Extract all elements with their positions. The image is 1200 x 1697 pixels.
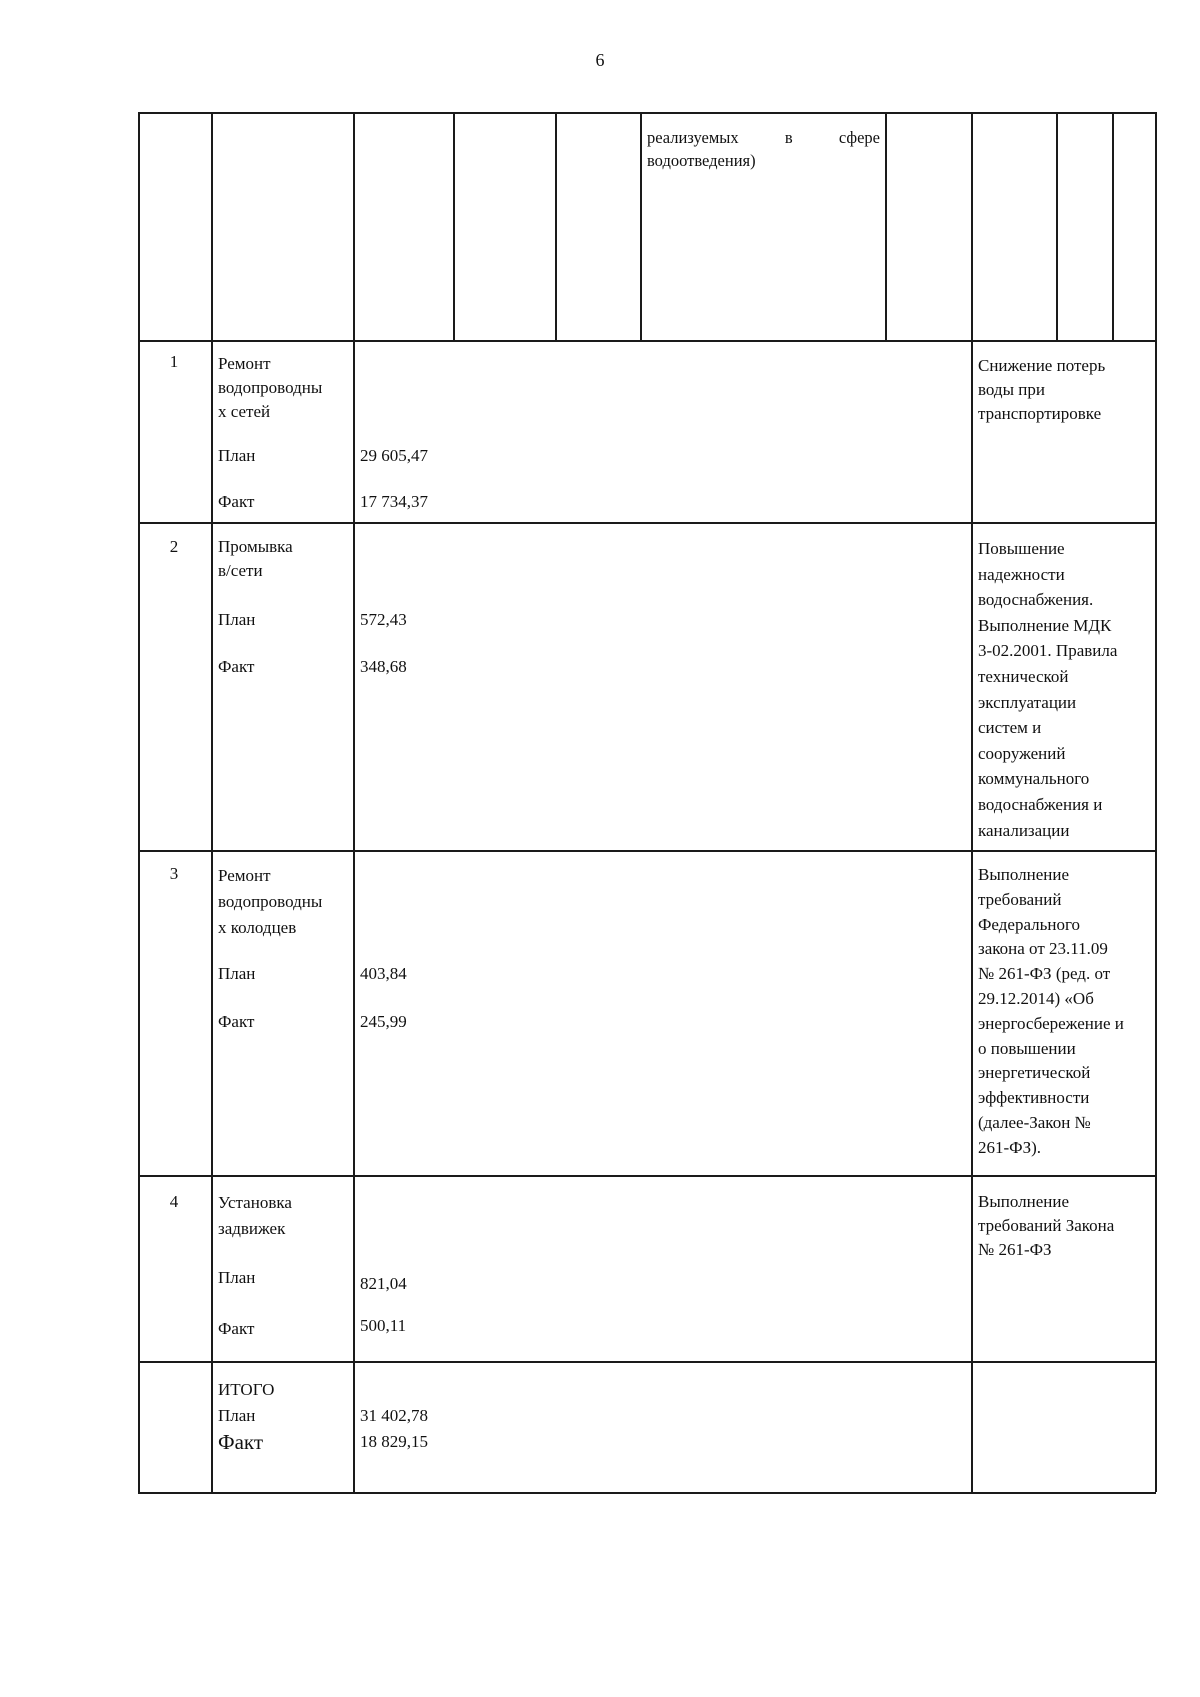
fact-value: 17 734,37 <box>360 492 428 511</box>
row-name-line: водопроводны <box>218 378 323 397</box>
row-result <box>978 354 1105 426</box>
row-result-line: Выполнение <box>978 1192 1070 1211</box>
row-result-line: канализации <box>978 820 1070 840</box>
row-result-line: о повышении <box>978 1038 1076 1058</box>
row-name <box>218 863 322 941</box>
fact-label: Факт <box>218 1319 255 1338</box>
row-result-line: Федерального <box>978 914 1081 934</box>
row-result-line: коммунального <box>978 769 1090 789</box>
fact-label: Факт <box>218 1012 255 1031</box>
row-result <box>978 1190 1114 1262</box>
row-number: 3 <box>169 864 179 883</box>
plan-value: 403,84 <box>360 964 407 983</box>
row-name-line: Установка <box>218 1193 292 1212</box>
header-word: реализуемых <box>647 128 739 147</box>
row-name-line: Ремонт <box>218 866 271 885</box>
row-result-line: эффективности <box>978 1088 1090 1108</box>
header-word: в <box>784 128 793 147</box>
row-result-line: систем и <box>978 718 1042 738</box>
row-name-line: в/сети <box>218 561 263 580</box>
row-name-line: х колодцев <box>218 918 297 937</box>
row-result-line: (далее-Закон № <box>978 1112 1091 1132</box>
row-result-line: Выполнение МДК <box>978 615 1112 635</box>
row-result-line: водоснабжения. <box>978 590 1094 610</box>
row-result-line: водоснабжения и <box>978 794 1103 814</box>
row-result-line: закона от 23.11.09 <box>978 939 1108 959</box>
fact-value: 245,99 <box>360 1012 407 1031</box>
row-result-line: воды при <box>978 380 1045 399</box>
plan-value: 29 605,47 <box>360 446 428 465</box>
row-name-line: Ремонт <box>218 354 271 373</box>
row-name <box>218 352 322 424</box>
row-name <box>218 1190 292 1242</box>
row-result-line: энергетической <box>978 1063 1091 1083</box>
row-number: 4 <box>169 1192 179 1211</box>
row-result-line: технической <box>978 666 1069 686</box>
row-name-line: водопроводны <box>218 892 323 911</box>
fact-value: 500,11 <box>360 1316 407 1335</box>
row-name-line: х сетей <box>218 402 271 421</box>
fact-value: 348,68 <box>360 657 407 676</box>
header-fragment <box>647 126 880 172</box>
header-word: сфере <box>838 128 880 147</box>
row-result-line: надежности <box>978 564 1065 584</box>
plan-label: План <box>218 1268 256 1287</box>
total-label: ИТОГО <box>218 1380 275 1399</box>
row-result-line: требований Закона <box>978 1216 1115 1235</box>
plan-value: 821,04 <box>360 1274 407 1293</box>
row-result-line: № 261-ФЗ (ред. от <box>978 964 1111 984</box>
plan-label: План <box>218 446 256 465</box>
row-result <box>978 863 1124 1161</box>
header-line: водоотведения) <box>647 151 756 170</box>
row-result-line: Выполнение <box>978 865 1070 884</box>
total-plan-label: План <box>218 1406 256 1425</box>
plan-value: 572,43 <box>360 610 407 629</box>
row-result-line: требований <box>978 889 1062 909</box>
row-result-line: Снижение потерь <box>978 356 1106 375</box>
page-number: 6 <box>595 50 605 70</box>
plan-label: План <box>218 964 256 983</box>
row-name-line: задвижек <box>218 1219 286 1238</box>
row-result-line: 261-ФЗ). <box>978 1137 1042 1157</box>
row-result-line: 29.12.2014) «Об <box>978 988 1094 1008</box>
row-number: 1 <box>169 352 179 371</box>
fact-label: Факт <box>218 492 255 511</box>
row-result-line: сооружений <box>978 743 1066 763</box>
fact-label: Факт <box>218 657 255 676</box>
row-result-line: Повышение <box>978 539 1065 558</box>
row-name <box>218 535 293 583</box>
row-result-line: эксплуатации <box>978 692 1077 712</box>
row-result <box>978 536 1117 843</box>
total-fact-value: 18 829,15 <box>360 1432 428 1451</box>
row-result-line: транспортировке <box>978 404 1102 423</box>
row-number: 2 <box>169 537 179 556</box>
row-name-line: Промывка <box>218 537 293 556</box>
total-plan-value: 31 402,78 <box>360 1406 428 1425</box>
row-result-line: 3-02.2001. Правила <box>978 641 1118 661</box>
row-result-line: энергосбережение и <box>978 1013 1124 1033</box>
total-fact-label: Факт <box>218 1430 264 1454</box>
row-result-line: № 261-ФЗ <box>978 1240 1052 1259</box>
plan-label: План <box>218 610 256 629</box>
